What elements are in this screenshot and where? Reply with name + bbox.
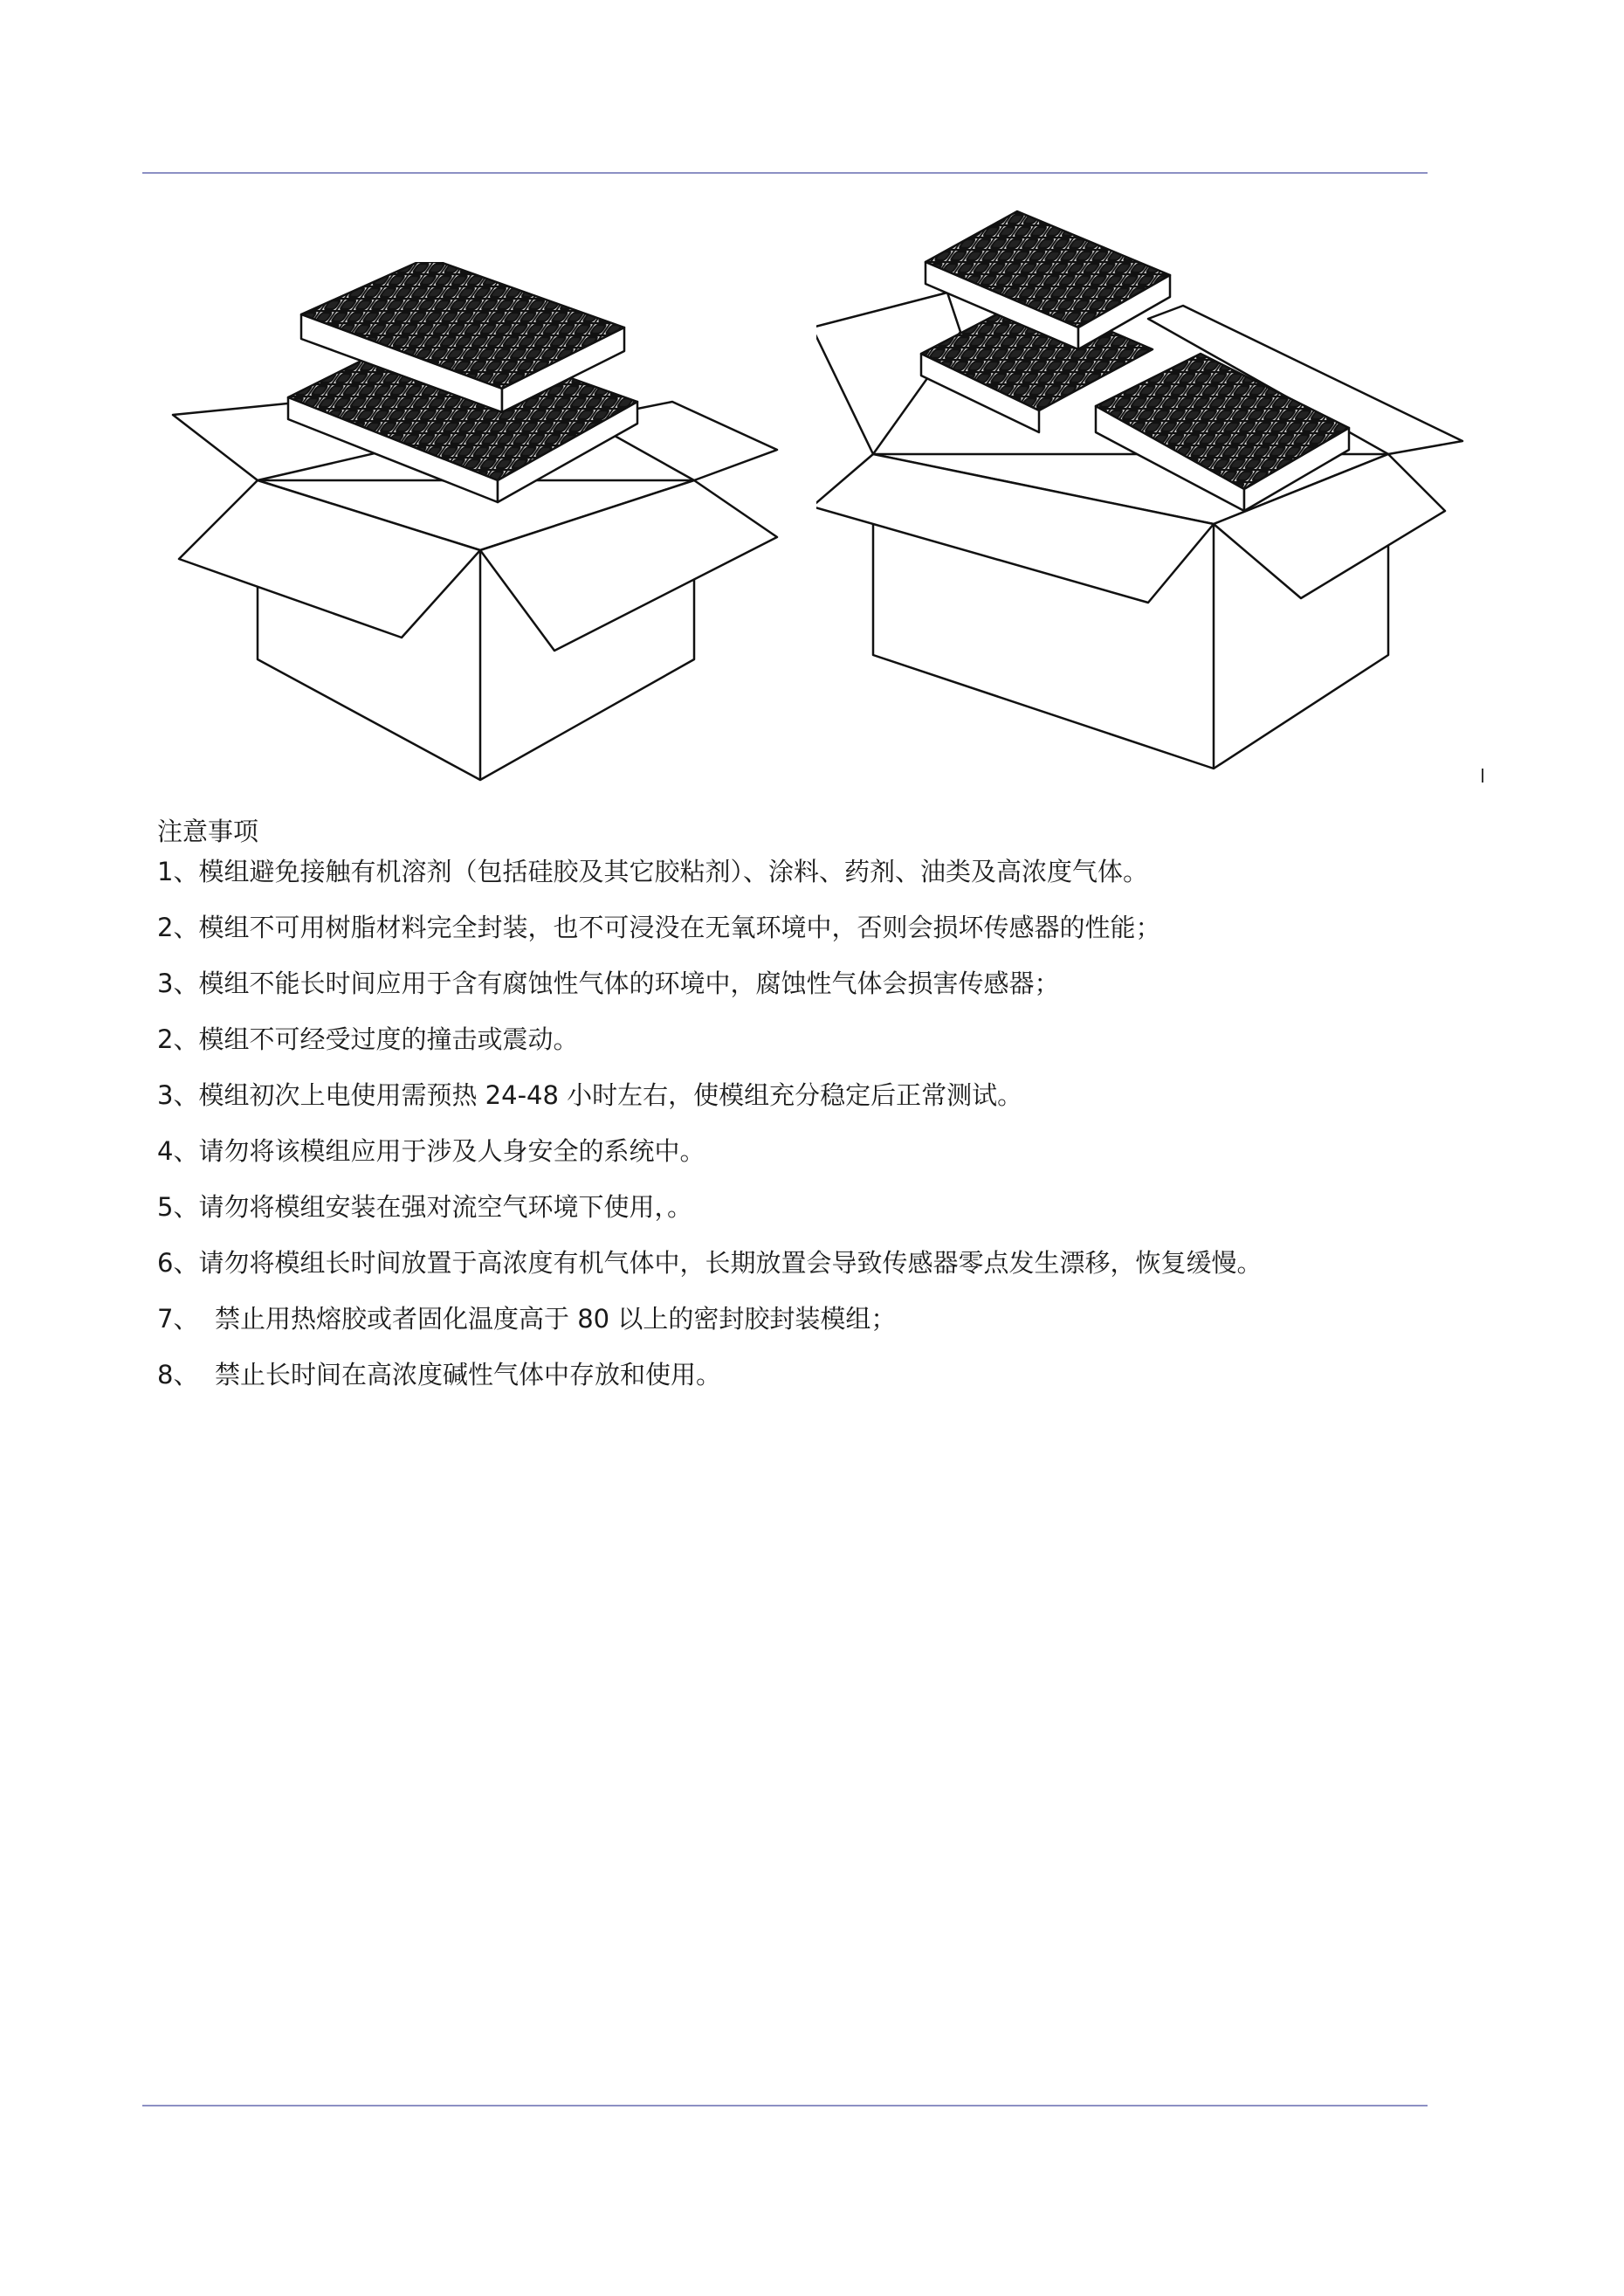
note-text: 禁止用热熔胶或者固化温度高于 80 以上的密封胶封装模组； [215, 1304, 897, 1334]
note-item [157, 1134, 1432, 1169]
note-text: 模组初次上电使用需预热 24-48 小时左右，使模组充分稳定后正常测试。 [198, 1080, 1023, 1110]
notes-title: 注意事项 [157, 817, 259, 846]
note-number: 2、 [157, 1024, 199, 1054]
header-rule [142, 172, 1428, 174]
note-item [157, 1078, 1432, 1113]
note-item [157, 854, 1432, 889]
note-number: 3、 [157, 969, 199, 998]
note-text: 模组不可用树脂材料完全封装，也不可浸没在无氧环境中，否则会损坏传感器的性能； [198, 913, 1161, 942]
note-text: 模组不可经受过度的撞击或震动。 [198, 1024, 579, 1054]
note-text: 请勿将模组长时间放置于高浓度有机气体中，长期放置会导致传感器零点发生漂移，恢复缓慢。 [198, 1248, 1263, 1278]
note-number: 6、 [157, 1248, 199, 1278]
note-item [157, 1189, 1432, 1224]
notes-section [157, 814, 1432, 1413]
note-item [157, 1022, 1432, 1057]
note-text: 禁止长时间在高浓度碱性气体中存放和使用。 [215, 1360, 722, 1389]
note-number: 7、 [157, 1304, 199, 1334]
note-item [157, 1357, 1432, 1392]
box-with-three-trays-illustration [816, 201, 1471, 795]
note-text: 请勿将模组安装在强对流空气环境下使用，。 [198, 1192, 692, 1222]
stray-mark [1482, 769, 1483, 783]
note-number: 4、 [157, 1136, 199, 1166]
note-item [157, 1245, 1432, 1280]
note-number: 8、 [157, 1360, 199, 1389]
note-item [157, 966, 1432, 1001]
note-number: 5、 [157, 1192, 199, 1222]
footer-rule [142, 2105, 1428, 2106]
note-text: 模组避免接触有机溶剂（包括硅胶及其它胶粘剂）、涂料、药剂、油类及高浓度气体。 [198, 857, 1148, 886]
note-text: 模组不能长时间应用于含有腐蚀性气体的环境中，腐蚀性气体会损害传感器； [198, 969, 1060, 998]
note-item [157, 1301, 1432, 1336]
box-with-two-trays-illustration [166, 262, 803, 795]
note-item [157, 910, 1432, 945]
note-number: 2、 [157, 913, 199, 942]
note-text: 请勿将该模组应用于涉及人身安全的系统中。 [198, 1136, 705, 1166]
note-number: 3、 [157, 1080, 199, 1110]
note-number: 1、 [157, 857, 199, 886]
